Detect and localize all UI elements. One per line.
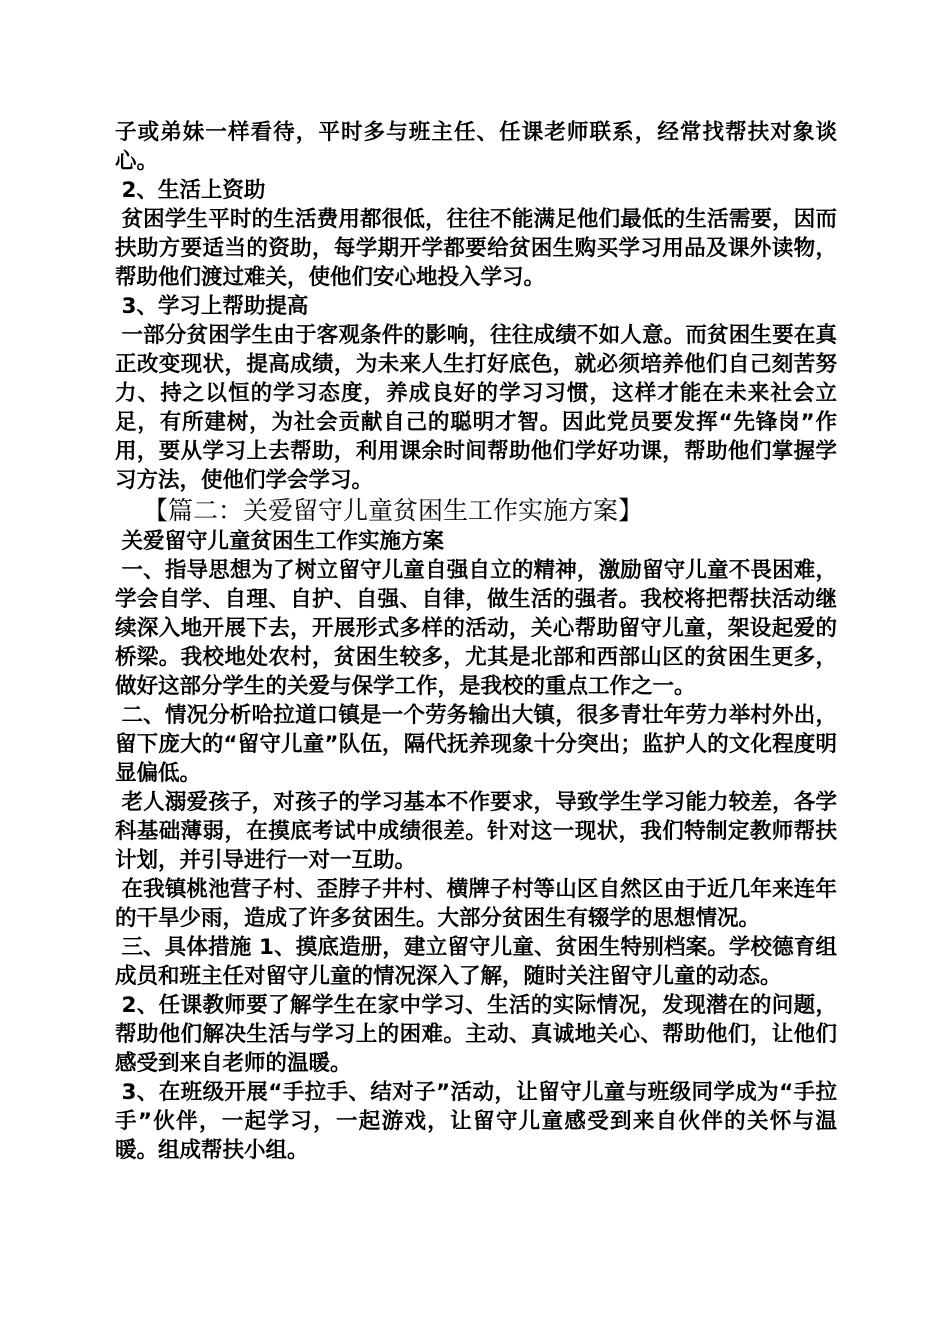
item-heading-living-aid: 2、生活上资助 — [121, 178, 266, 203]
document-body — [115, 118, 837, 1165]
paragraph-living-aid: 贫困学生平时的生活费用都很低，往往不能满足他们最低的生活需要，因而扶助方要适当的资助，每学期开学都要给贫困生购买学习用品及课外读物，帮助他们渡过难关，使他们安心地投入学习。 — [115, 207, 837, 290]
paragraph-situation-analysis: 二、情况分析哈拉道口镇是一个劳务输出大镇，很多青壮年劳力举村外出，留下庞大的“留守儿童”队伍，隔代抚养现象十分突出；监护人的文化程度明显偏低。 — [115, 703, 837, 786]
paragraph-measures-1: 三、具体措施 1、摸底造册，建立留守儿童、贫困生特别档案。学校德育组成员和班主任对留守儿童的情况深入了解，随时关注留守儿童的动态。 — [115, 935, 837, 989]
paragraph-study-help: 一部分贫困学生由于客观条件的影响，往往成绩不如人意。而贫困生要在真正改变现状，提高成绩，为未来人生打好底色，就必须培养他们自己刻苦努力、持之以恒的学习态度，养成良好的学习习惯，这样才能在未来社会立足，有所建树，为社会贡献自己的聪明才智。因此党员要发挥“先锋岗”作用，要从学习上去帮助，利用课余时间帮助他们学好功课，帮助他们掌握学习方法，使他们学会学习。 — [115, 323, 837, 493]
paragraph-mountain-villages: 在我镇桃池营子村、歪脖子井村、横牌子村等山区自然区由于近几年来连年的干旱少雨，造成了许多贫困生。大部分贫困生有辍学的思想情况。 — [115, 877, 837, 931]
section-heading: 【篇二：关爱留守儿童贫困生工作实施方案】 — [143, 496, 644, 525]
paragraph-continuation: 子或弟妹一样看待，平时多与班主任、任课老师联系，经常找帮扶对象谈心。 — [115, 120, 837, 174]
paragraph-guiding-idea: 一、指导思想为了树立留守儿童自强自立的精神，激励留守儿童不畏困难，学会自学、自理、自护、自强、自律，做生活的强者。我校将把帮扶活动继续深入地开展下去，开展形式多样的活动，关心帮助留守儿童，架设起爱的桥梁。我校地处农村，贫困生较多，尤其是北部和西部山区的贫困生更多，做好这部分学生的关爱与保学工作，是我校的重点工作之一。 — [115, 558, 837, 699]
paragraph-measures-3: 3、在班级开展“手拉手、结对子”活动，让留守儿童与班级同学成为“手拉手”伙伴，一起学习，一起游戏，让留守儿童感受到来自伙伴的关怀与温暖。组成帮扶小组。 — [115, 1080, 837, 1163]
paragraph-measures-2: 2、任课教师要了解学生在家中学习、生活的实际情况，发现潜在的问题，帮助他们解决生活与学习上的困难。主动、真诚地关心、帮助他们，让他们感受到来自老师的温暖。 — [115, 993, 837, 1076]
section-title: 关爱留守儿童贫困生工作实施方案 — [121, 529, 444, 554]
paragraph-elderly-care: 老人溺爱孩子，对孩子的学习基本不作要求，导致学生学习能力较差，各学科基础薄弱，在摸底考试中成绩很差。针对这一现状，我们特制定教师帮扶计划，并引导进行一对一互助。 — [115, 790, 837, 873]
item-heading-study-help: 3、学习上帮助提高 — [121, 294, 309, 319]
